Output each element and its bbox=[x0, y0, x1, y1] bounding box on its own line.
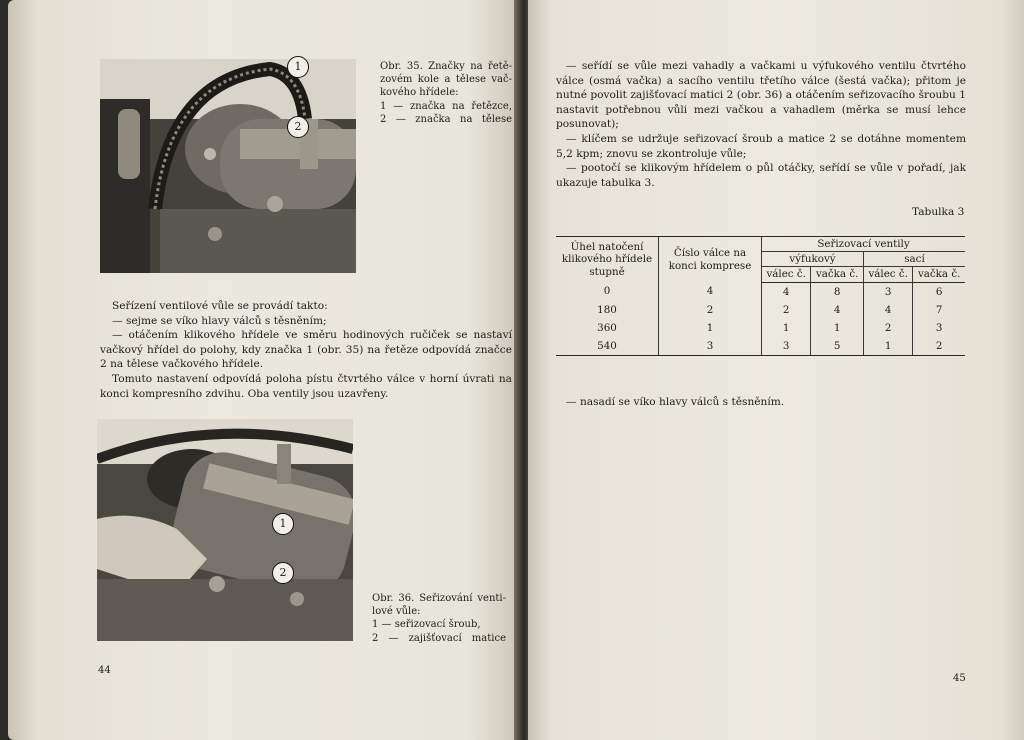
table-cell: 2 bbox=[762, 301, 811, 319]
caption-line: lové vůle: bbox=[372, 606, 421, 618]
table-cell: 3 bbox=[864, 282, 913, 301]
left-body-text bbox=[100, 299, 512, 401]
table-row bbox=[556, 301, 965, 319]
table-cell: 180 bbox=[597, 303, 617, 316]
table-cell: 2 bbox=[913, 337, 965, 356]
table-header-row bbox=[556, 237, 965, 252]
table-cell: 4 bbox=[811, 301, 864, 319]
header-crank-angle: Úhel natočení klikového hřídele stupně bbox=[556, 237, 659, 283]
table-cell: 1 bbox=[811, 319, 864, 337]
header-intake: sací bbox=[864, 252, 966, 267]
paragraph: — sejme se víko hlavy válců s těsněním; bbox=[112, 314, 327, 327]
caption-line: Obr. 36. Seřizování venti- bbox=[372, 593, 506, 604]
caption-line: Obr. 35. Značky na řetě- bbox=[380, 61, 512, 72]
table-cell: 3 bbox=[659, 337, 762, 356]
paragraph: Tomuto nastavení odpovídá poloha pístu čtvrtého válce v horní úvrati na konci kompresního zdvihu. Oba ventily jsou uzavřeny. bbox=[100, 372, 512, 400]
table-title: Tabulka 3 bbox=[912, 206, 965, 218]
table-cell: 1 bbox=[762, 319, 811, 337]
paragraph: — klíčem se udržuje seřizovací šroub a matice 2 se dotáhne momentem 5,2 kpm; znovu se zkontroluje vůle; bbox=[556, 132, 966, 160]
table-cell: 360 bbox=[597, 321, 617, 334]
table-cell: 4 bbox=[762, 282, 811, 301]
table-row bbox=[556, 282, 965, 301]
caption-line: zovém kole a tělese vač- bbox=[380, 74, 512, 86]
caption-line: kového hřídele: bbox=[380, 87, 459, 99]
table-cell: 4 bbox=[659, 282, 762, 301]
paragraph: — seřídí se vůle mezi vahadly a vačkami u výfukového ventilu čtvrtého válce (osmá vačka) a sacího ventilu třetího válce (šestá vačka); přitom je nutné povolit zajišťovací matici 2 (obr. 36) a otáčením seřizovacího šroubu 1 nastavit potřebnou vůli mezi vačkou a vahadlem (měrka se musí lehce posunovat); bbox=[556, 60, 966, 131]
paragraph: — pootočí se klikovým hřídelem o půl otáčky, seřídí se vůle v pořadí, jak ukazuje tabulka 3. bbox=[556, 162, 966, 189]
figure-35-caption bbox=[380, 60, 512, 126]
figure-36-callout-1: 1 bbox=[272, 513, 294, 535]
after-table-text bbox=[566, 395, 966, 410]
header-cylinder-compression: Číslo válce na konci komprese bbox=[659, 237, 762, 283]
figure-36-callout-2: 2 bbox=[272, 562, 294, 584]
right-body-text bbox=[556, 59, 966, 190]
table-cell: 7 bbox=[913, 301, 965, 319]
paragraph: Seřízení ventilové vůle se provádí takto: bbox=[112, 300, 328, 312]
table-cell: 8 bbox=[811, 282, 864, 301]
header-exhaust-cam: vačka č. bbox=[811, 267, 864, 282]
table-cell: 5 bbox=[811, 337, 864, 356]
valve-adjustment-table bbox=[556, 236, 965, 356]
table-cell: 540 bbox=[556, 337, 659, 356]
table-row bbox=[556, 319, 965, 337]
table-cell: 1 bbox=[864, 337, 913, 356]
paragraph: — otáčením klikového hřídele ve směru hodinových ručiček se nastaví vačkový hřídel do polohy, kdy značka 1 (obr. 35) na řetěze odpovídá značce 2 na tělese vačkového hřídele. bbox=[100, 329, 512, 371]
caption-line: 2 — značka na tělese bbox=[380, 113, 512, 125]
caption-line: 1 — seřizovací šroub, bbox=[372, 619, 481, 631]
engine-adjust-illustration bbox=[97, 419, 353, 641]
table-row bbox=[556, 337, 965, 356]
figure-36-caption bbox=[372, 592, 506, 645]
table-cell: 2 bbox=[864, 319, 913, 337]
table-cell: 0 bbox=[603, 285, 611, 298]
header-intake-cylinder: válec č. bbox=[864, 267, 913, 282]
table-cell: 6 bbox=[913, 282, 965, 301]
caption-line: 1 — značka na řetězce, bbox=[380, 100, 512, 112]
figure-36-photo bbox=[97, 419, 353, 641]
header-intake-cam: vačka č. bbox=[913, 267, 965, 282]
header-exhaust-cylinder: válec č. bbox=[762, 267, 811, 282]
table-cell: 2 bbox=[659, 301, 762, 319]
table-cell: 4 bbox=[864, 301, 913, 319]
table-cell: 3 bbox=[762, 337, 811, 356]
table-cell: 3 bbox=[913, 319, 965, 337]
table-cell: 1 bbox=[659, 319, 762, 337]
paragraph: — nasadí se víko hlavy válců s těsněním. bbox=[566, 396, 785, 408]
header-valves-group: Seřizovací ventily bbox=[762, 237, 966, 252]
header-exhaust: výfukový bbox=[762, 252, 864, 267]
page-number-right: 45 bbox=[953, 673, 966, 684]
caption-line: 2 — zajišťovací matice bbox=[372, 632, 506, 644]
page-number-left: 44 bbox=[98, 665, 111, 676]
figure-35-photo bbox=[100, 59, 356, 273]
figure-35-callout-2: 2 bbox=[287, 116, 309, 138]
figure-35-callout-1: 1 bbox=[287, 56, 309, 78]
engine-chain-illustration bbox=[100, 59, 356, 273]
